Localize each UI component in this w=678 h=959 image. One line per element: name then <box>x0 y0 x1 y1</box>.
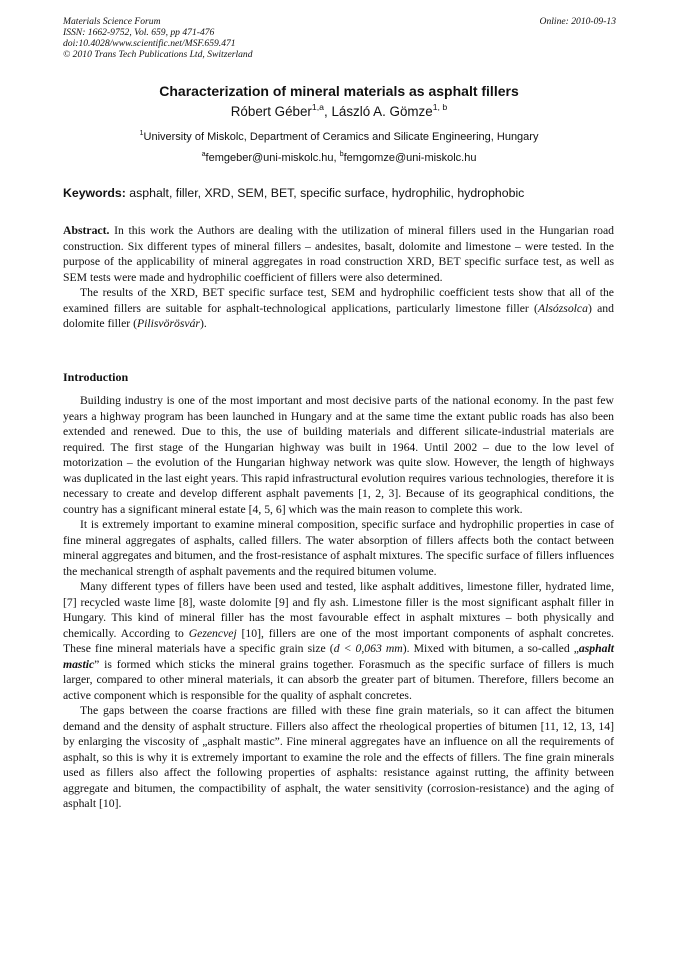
email-a-sup: a <box>201 149 206 158</box>
asphalt-mastic-term: asphalt mastic <box>63 642 614 671</box>
email-b[interactable]: femgomze@uni-miskolc.hu <box>343 152 477 164</box>
author-2-sup: 1, b <box>432 101 448 112</box>
online-date: Online: 2010-09-13 <box>539 16 616 27</box>
intro-p3-text-a: Many different types of fillers have been used and tested, like asphalt additives, limestone filler, hydrated lime, [7] recycled waste lime [8], waste dolomite [9] and fly ash. Limestone filler is the most significant asphalt filler in Hungary. This kind of mineral filler has the most favourable effect in asphalt mixtures – both physically and chemically. According to <box>63 580 614 640</box>
intro-paragraph-3 <box>63 579 614 703</box>
intro-p3-text-c: ). Mixed with bitumen, a so-called „ <box>402 642 579 655</box>
abstract-p1-text: In this work the Authors are dealing with the utilization of mineral fillers used in the Hungarian road construction. Six different types of mineral fillers – andesites, basalt, dolomite and limestone – were tested. In the purpose of the applicability of mineral aggregates in road construction XRD, BET specific surface test, as well as SEM tests were made and hydrophilic coefficient of fillers were also determined. <box>63 224 614 284</box>
abstract-p2-text-a: The results of the XRD, BET specific surface test, SEM and hydrophilic coefficient tests show that all of the examined fillers are suitable for asphalt-technological applications, particularly limestone filler ( <box>63 286 614 315</box>
introduction-heading: Introduction <box>63 370 129 384</box>
keywords-text: asphalt, filler, XRD, SEM, BET, specific surface, hydrophilic, hydrophobic <box>125 186 525 200</box>
journal-name: Materials Science Forum <box>63 16 161 27</box>
keywords-label: Keywords: <box>63 186 126 200</box>
issn-line: ISSN: 1662-9752, Vol. 659, pp 471-476 <box>63 27 215 38</box>
email-line <box>0 149 678 164</box>
abstract-section <box>63 223 614 332</box>
introduction-section <box>63 393 614 812</box>
intro-p3-text-d: ” is formed which sticks the mineral grains together. Forasmuch as the specific surface of fillers is much larger, compared to other mineral materials, it can absorb the greater part of bitumen. Therefore, fillers become an active component which is responsible for the quality of asphalt concretes. <box>63 657 614 702</box>
place-pilisvorosvar: Pilisvörösvár <box>137 317 200 330</box>
author-line <box>0 101 678 119</box>
grain-size: d < 0,063 mm <box>333 642 403 655</box>
abstract-label: Abstract. <box>63 224 110 237</box>
author-2: László A. Gömze <box>331 104 433 119</box>
abstract-paragraph-1 <box>63 223 614 285</box>
author-1-sup: 1,a <box>311 101 325 112</box>
intro-paragraph-4: The gaps between the coarse fractions are filled with these fine grain materials, so it can affect the bitumen demand and the density of asphalt structure. Fillers also affect the rheological properties of bitumen [11, 12, 13, 14] by enlarging the viscosity of „asphalt mastic”. Fine mineral aggregates have an influence on all the requirements of asphalt, so this is why it is extremely important to examine the role and the effects of fillers. The fine grain minerals used as fillers also affect the following properties of asphalts: resistance against rutting, the affinity between aggregate and bitumen, the compactibility of asphalt, the water sensitivity (corrosion-resistance) and the aging of asphalt [10]. <box>63 704 614 810</box>
abstract-p2-text-c: ). <box>199 317 207 330</box>
intro-paragraph-2: It is extremely important to examine mineral composition, specific surface and hydrophilic properties in case of fine mineral aggregates of asphalts, called fillers. The water absorption of fillers affects both the contact between mineral aggregates and bitumen, and the frost-resistance of asphalt mixtures. The specific surface of fillers influences the mechanical strength of asphalt pavements and the required bitumen volume. <box>63 518 614 578</box>
author-gezencvej: Gezencvej <box>188 626 237 640</box>
copyright-line: © 2010 Trans Tech Publications Ltd, Switzerland <box>63 49 253 60</box>
paper-title: Characterization of mineral materials as asphalt fillers <box>159 83 519 99</box>
affiliation-text: University of Miskolc, Department of Ceramics and Silicate Engineering, Hungary <box>143 131 539 143</box>
author-separator: , <box>324 104 332 119</box>
affiliation-sup: 1 <box>139 128 144 137</box>
email-b-sup: b <box>339 149 344 158</box>
keywords <box>63 186 616 200</box>
journal-header <box>63 16 616 60</box>
affiliation <box>0 128 678 143</box>
intro-p3-text-b: [10], fillers are one of the most important components of asphalt concretes. These fine mineral materials have a specific grain size ( <box>63 626 614 655</box>
email-a[interactable]: femgeber@uni-miskolc.hu <box>205 152 334 164</box>
intro-paragraph-1: Building industry is one of the most important and most decisive parts of the national economy. In the past few years a highway program has been launched in Hungary and at the same time the extant public roads has also been extended and renewed. Due to this, the use of building materials and different silicate-industrial materials are required. The first stage of the Hungarian highway was built in 1964. Until 2002 – due to the low level of motorization – the evolution of the Hungarian highway network was quite slow. However, the length of highways was duplicated in the last eight years. This rapid infrastructural evolution requires various technologies, therefore it is necessary to create and develop different asphalt pavements [1, 2, 3]. Because of its geographical conditions, the country has a significant mineral estate [4, 5, 6] which was the main reason to complete this work. <box>63 394 614 516</box>
author-1: Róbert Géber <box>230 104 312 119</box>
place-alsozsolca: Alsózsolca <box>537 301 588 315</box>
doi-line: doi:10.4028/www.scientific.net/MSF.659.471 <box>63 38 236 49</box>
email-separator: , <box>333 152 340 164</box>
abstract-paragraph-2 <box>63 285 614 332</box>
abstract-p2-text-b: ) and dolomite filler ( <box>63 301 614 330</box>
